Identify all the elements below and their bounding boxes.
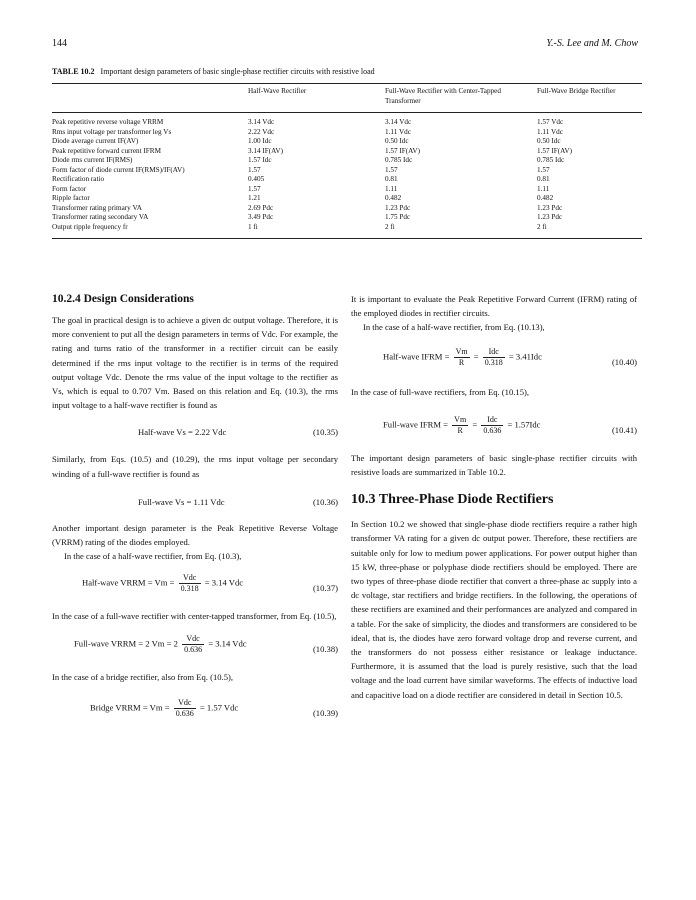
equation-lhs: Bridge VRRM = Vm = (90, 702, 170, 713)
denominator: 0.636 (175, 708, 194, 718)
table-row-label: Diode rms current IF(RMS) (52, 156, 133, 164)
table-row (52, 175, 642, 185)
numerator: Vdc (174, 698, 196, 709)
table-cell: 1.57 IF(AV) (385, 146, 421, 155)
equation-10-39 (52, 684, 338, 730)
numerator: Vm (454, 414, 467, 424)
table-top-rule (52, 83, 642, 84)
table-cell: 1.11 (385, 184, 398, 193)
table-cell: 1.23 Pdc (537, 203, 563, 212)
equation-lhs: Full-wave IFRM = (383, 419, 449, 430)
paragraph: In the case of a half-wave rectifier, from Eq. (10.3), (64, 551, 242, 562)
table-cell: 2 fi (385, 222, 395, 231)
table-row-label: Peak repetitive forward current IFRM (52, 146, 161, 155)
running-header: Y.-S. Lee and M. Chow (546, 38, 638, 49)
numerator: Idc (483, 347, 505, 358)
paragraph: In Section 10.2 we showed that single-phase diode rectifiers require a rather high transformer VA rating for a given dc output power. Therefore, these rectifiers are suitable only for low to medium power applications. For power output higher than 15 kW, three-phase or polyphase diode rectifiers should be employed. There are two types of three-phase diode rectifier that convert a three-phase ac supply into a dc voltage, star rectifiers and bridge rectifiers. In the following, the operations of these rectifiers are examined and their performances are analyzed and compared in a table. For the sake of simplicity, the diodes and transformers are considered to be ideal, that is, the diodes have zero forward voltage drop and reverse current, and the transformers do not possess either resistance or leakage inductance. Furthermore, it is assumed that the load is purely resistive, such that the load voltage and the load current have similar waveforms. The effects of inductive load and capacitive load on a diode rectifier are considered in detail in Section 10.5. (351, 519, 637, 700)
table-cell: 1.11 Vdc (385, 127, 411, 136)
table-row-label: Form factor of diode current IF(RMS)/IF(AV) (52, 165, 185, 174)
table-cell: 1.57 (537, 165, 550, 174)
table-row-label: Transformer rating primary VA (52, 203, 142, 212)
table-cell: 3.14 IF(AV) (248, 146, 284, 155)
table-row (52, 156, 642, 166)
fraction (481, 415, 503, 436)
equation-number: (10.39) (312, 707, 338, 718)
table-cell: 0.482 (537, 194, 554, 202)
table-cell: 0.81 (385, 175, 398, 183)
fraction (174, 698, 196, 719)
equation-10-36 (52, 481, 338, 521)
table-row (52, 147, 642, 157)
equation-10-40: Half-wave IFRM = $\frac{Vm}{R}$ = $\frac{\text{Idc}}{0.318}$ = 3.41Idc (10.40) (351, 335, 637, 385)
rectifier-parameters-table (52, 113, 642, 232)
equation-10-38 (52, 624, 338, 670)
fraction (179, 573, 201, 594)
table-row-label: Diode average current IF(AV) (52, 137, 139, 145)
table-row (52, 213, 642, 223)
table-row-label: Rectification ratio (52, 175, 105, 183)
table-row-label: Transformer rating secondary VA (52, 213, 149, 221)
table-cell: 0.50 Idc (537, 137, 561, 145)
equation-number: (10.38) (312, 643, 338, 654)
equation-number: (10.37) (312, 583, 338, 594)
table-cell: 1.23 Pdc (385, 203, 411, 212)
table-cell: 3.14 Vdc (248, 118, 275, 126)
paragraph: It is important to evaluate the Peak Repetitive Forward Current (IFRM) rating of the employed diodes in rectifier circuits. (351, 294, 637, 319)
table-row (52, 194, 642, 204)
equation-number: (10.41) (611, 424, 637, 435)
equation-text: Full-wave Vs = 1.11 Vdc (138, 496, 225, 507)
table-cell: 0.785 Idc (385, 156, 413, 164)
table-row-label: Output ripple frequency fr (52, 222, 128, 231)
numerator: Vdc (179, 573, 201, 584)
equation-10-41: Full-wave IFRM = $\frac{Vm}{R}$ = $\frac{\text{Idc}}{0.636}$ = 1.57Idc (10.41) (351, 399, 637, 451)
table-cell: 1.11 (537, 184, 550, 193)
equation-number: (10.40) (611, 356, 637, 367)
table-cell: 1.57 (248, 165, 261, 174)
equation-lhs: Half-wave VRRM = Vm = (82, 577, 175, 588)
fraction (452, 415, 468, 436)
table-col-header: Half-Wave Rectifier (248, 87, 307, 95)
equation-rhs: = 3.14 Vdc (204, 577, 244, 588)
table-cell: 0.81 (537, 175, 550, 183)
equation-10-37 (52, 563, 338, 609)
paragraph: The important design parameters of basic single-phase rectifier circuits with resistive loads are summarized in Table 10.2. (351, 452, 637, 478)
table-cell: 3.49 Pdc (248, 213, 274, 221)
paragraph: Another important design parameter is the Peak Repetitive Reverse Voltage (VRRM) rating of the diodes employed. (52, 522, 338, 548)
paragraph: In the case of full-wave rectifiers, from Eq. (10.15), (351, 386, 530, 397)
denominator: R (457, 425, 463, 435)
paragraph: In the case of a half-wave rectifier, from Eq. (10.13), (363, 322, 545, 333)
table-row-label: Peak repetitive reverse voltage VRRM (52, 118, 164, 126)
equation-number: (10.36) (312, 496, 338, 507)
table-row (52, 166, 642, 176)
equation-text: Half-wave Vs = 2.22 Vdc (138, 427, 227, 438)
equation-lhs: Half-wave IFRM = (383, 351, 450, 362)
table-cell: 1.00 Idc (248, 137, 272, 145)
table-bottom-rule (52, 238, 642, 239)
table-row-label: Form factor (52, 184, 87, 193)
denominator: 0.318 (484, 357, 503, 367)
equation-rhs: = 3.14 Vdc (208, 638, 247, 649)
table-label: TABLE 10.2 (52, 67, 95, 76)
table-col-header: Full-Wave Bridge Rectifier (537, 87, 616, 95)
table-caption (52, 67, 375, 76)
denominator: 0.318 (180, 584, 199, 594)
table-row (52, 113, 642, 128)
table-caption-text: Important design parameters of basic single-phase rectifier circuits with resistive load (100, 67, 375, 76)
fraction (182, 634, 204, 655)
equation-number: (10.35) (312, 427, 338, 438)
table-col-header: Full-Wave Rectifier with Center-Tapped Transformer (385, 87, 501, 105)
table-row (52, 185, 642, 195)
table-cell: 2 fi (537, 222, 547, 231)
equation-rhs: = 1.57 Vdc (199, 702, 239, 713)
table-row-label: Rms input voltage per transformer leg Vs (52, 127, 172, 136)
denominator: 0.636 (184, 644, 203, 654)
table-row (52, 137, 642, 147)
table-row (52, 223, 642, 233)
table-row (52, 204, 642, 214)
paragraph: In the case of a full-wave rectifier with center-tapped transformer, from Eq. (10.5), (52, 611, 337, 622)
numerator: Idc (481, 415, 503, 426)
equation-rhs: = 1.57Idc (507, 419, 541, 430)
right-column (351, 292, 637, 702)
table-cell: 0.785 Idc (537, 156, 565, 164)
table-cell: 1.57 IF(AV) (537, 146, 573, 155)
denominator: 0.636 (483, 425, 502, 435)
table-cell: 1.57 Vdc (537, 118, 564, 126)
numerator: Vdc (182, 634, 204, 645)
equation-rhs: = 3.41Idc (508, 351, 542, 362)
paragraph: Similarly, from Eqs. (10.5) and (10.29), the rms input voltage per secondary winding of a full-wave rectifier is found as (52, 454, 338, 479)
table-cell: 1.57 (248, 184, 261, 193)
numerator: Vm (455, 346, 468, 356)
paragraph: The goal in practical design is to achieve a given dc output voltage. Therefore, it is more convenient to put all the design parameters in terms of Vdc. For example, the rating and turns ratio of the transformer in a rectifier circuit can be easily determined if the rms input voltage to the rectifier is in terms of the required output voltage Vdc. Denote the rms value of the input voltage to the rectifier as Vs, which is equal to 0.707 Vm. Based on this relation and Eq. (10.3), the rms input voltage to a half-wave rectifier is found as (52, 315, 338, 411)
left-column (52, 292, 338, 730)
table-cell: 1.57 Idc (248, 156, 272, 164)
table-cell: 1.57 (385, 165, 398, 174)
table-cell: 2.22 Vdc (248, 127, 275, 136)
table-row-label: Ripple factor (52, 194, 90, 202)
fraction (454, 347, 470, 368)
fraction (483, 347, 505, 368)
table-cell: 0.50 Idc (385, 137, 409, 145)
equation-10-35 (52, 412, 338, 452)
table-cell: 1.21 (248, 194, 261, 202)
table-cell: 0.405 (248, 175, 265, 183)
table-cell: 1.11 Vdc (537, 127, 563, 136)
table-row (52, 128, 642, 138)
paragraph: In the case of a bridge rectifier, also from Eq. (10.5), (52, 671, 234, 682)
page-number: 144 (52, 38, 67, 49)
table-cell: 0.482 (385, 194, 402, 202)
table-cell: 3.14 Vdc (385, 118, 412, 126)
table-cell: 1.75 Pdc (385, 213, 411, 221)
table-cell: 2.69 Pdc (248, 203, 274, 212)
equation-lhs: Full-wave VRRM = 2 Vm = 2 (74, 638, 178, 649)
section-heading: 10.3 Three-Phase Diode Rectifiers (351, 492, 554, 508)
denominator: R (458, 357, 465, 367)
table-cell: 1.23 Pdc (537, 213, 563, 221)
table-cell: 1 fi (248, 222, 258, 231)
section-heading: 10.2.4 Design Considerations (52, 293, 194, 305)
